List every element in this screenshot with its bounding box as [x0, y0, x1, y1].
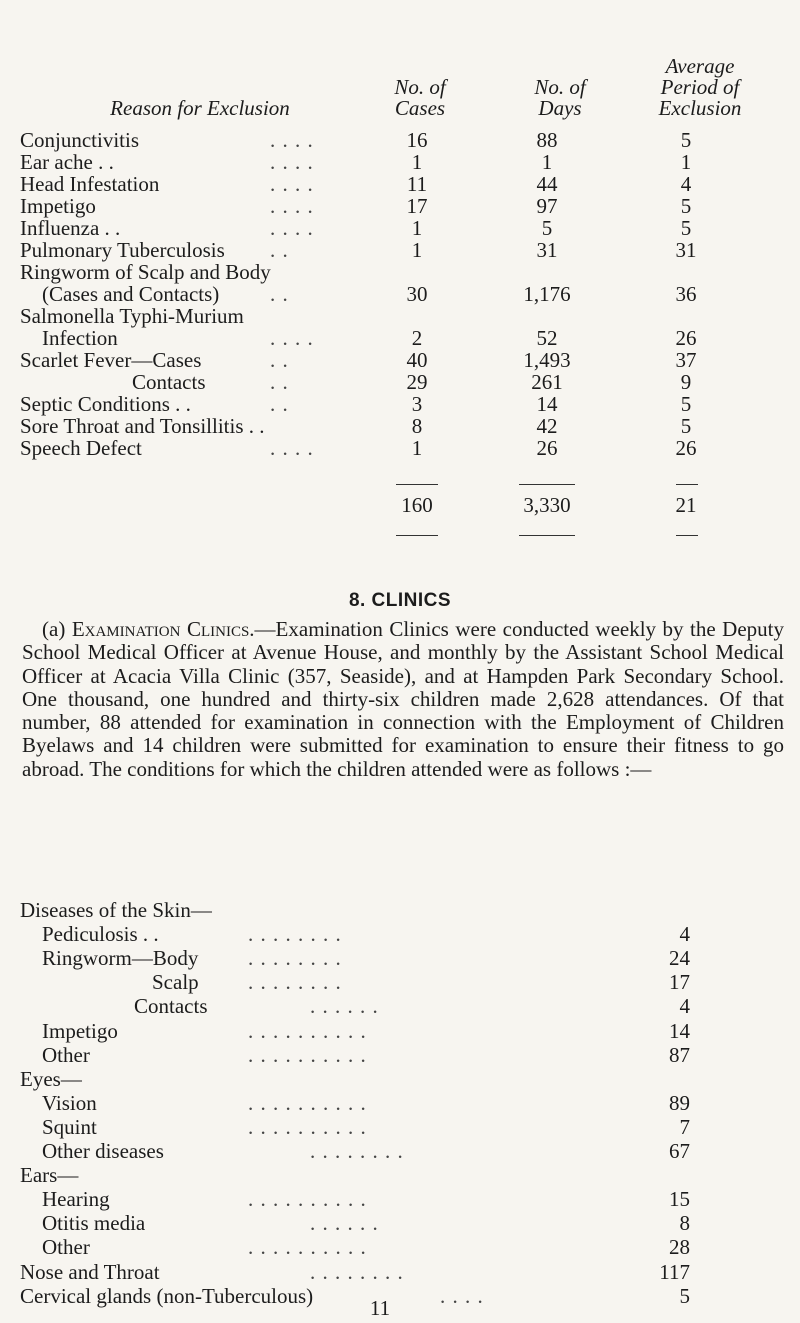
condition-row	[0, 1115, 800, 1139]
condition-label: Nose and Throat	[20, 1259, 160, 1284]
condition-label: Cervical glands (non-Tuberculous)	[20, 1283, 314, 1308]
condition-label: Otitis media	[42, 1211, 146, 1236]
col-header-cases-line1: No. of	[394, 75, 446, 99]
totals-row	[0, 494, 800, 516]
row-avg: 5	[680, 392, 692, 416]
condition-label: Ringworm—Body	[42, 946, 199, 971]
table-row	[0, 305, 800, 327]
condition-count: 5	[679, 1283, 690, 1308]
row-days: 42	[536, 414, 558, 438]
row-cases: 1	[411, 216, 423, 240]
table-row	[0, 173, 800, 195]
row-leader-dots: . .	[270, 392, 289, 416]
row-avg: 37	[675, 348, 697, 372]
condition-leader-dots: . . . . . . . . . .	[248, 1090, 367, 1115]
row-cases: 16	[406, 128, 428, 152]
condition-label: Other	[42, 1042, 90, 1067]
condition-row	[0, 1163, 800, 1187]
col-header-average-line2: Period of	[660, 75, 740, 99]
col-header-average	[630, 56, 770, 119]
condition-leader-dots: . . . . . . . .	[310, 1259, 404, 1284]
condition-count: 24	[669, 946, 690, 971]
row-label: Sore Throat and Tonsillitis . .	[20, 414, 265, 438]
row-leader-dots: . .	[270, 370, 289, 394]
section-heading: 8. CLINICS	[348, 590, 452, 611]
condition-leader-dots: . . . . . .	[310, 994, 379, 1019]
row-label: Head Infestation	[20, 172, 160, 196]
col-header-reason: Reason for Exclusion	[110, 96, 290, 120]
row-avg: 36	[675, 282, 697, 306]
row-cases: 3	[411, 392, 423, 416]
condition-count: 15	[669, 1187, 690, 1212]
table-row	[0, 129, 800, 151]
row-label: Salmonella Typhi-Murium	[20, 304, 244, 328]
condition-leader-dots: . . . . . . . . . .	[248, 1114, 367, 1139]
totals-top-rule-cases	[396, 484, 438, 485]
table-row	[0, 349, 800, 371]
table-row	[0, 327, 800, 349]
row-days: 44	[536, 172, 558, 196]
row-leader-dots: . .	[270, 238, 289, 262]
condition-row	[0, 1067, 800, 1091]
condition-leader-dots: . . . .	[440, 1283, 484, 1308]
col-header-days-line2: Days	[538, 96, 582, 120]
condition-count: 117	[659, 1259, 690, 1284]
row-avg: 5	[680, 216, 692, 240]
total-days: 3,330	[523, 493, 571, 517]
condition-leader-dots: . . . . . . . . . .	[248, 1018, 367, 1043]
condition-label: Squint	[42, 1114, 97, 1139]
condition-row	[0, 1019, 800, 1043]
row-label: Ear ache . .	[20, 150, 114, 174]
condition-leader-dots: . . . . . .	[310, 1211, 379, 1236]
condition-count: 14	[669, 1018, 690, 1043]
para-text: —Examination Clinics were conducted weekly by the Deputy School Medical Officer at Avenue House, and monthly by the Assistant School Medical Officer at Acacia Villa Clinic (357, Seaside), and at Hampden Park Secondary School. One thousand, one hundred and thirty-six children made 2,628 attendances. Of that number, 88 attended for examination in connection with the Employment of Children Byelaws and 14 children were submitted for examination to ensure their fitness to go abroad. The conditions for which the children attended were as follows :—	[22, 617, 784, 781]
row-cases: 8	[411, 414, 423, 438]
row-days: 97	[536, 194, 558, 218]
row-avg: 26	[675, 326, 697, 350]
col-header-days-line1: No. of	[534, 75, 586, 99]
row-days: 1,493	[523, 348, 571, 372]
condition-leader-dots: . . . . . . . .	[248, 922, 342, 947]
row-label: (Cases and Contacts)	[42, 282, 220, 306]
row-days: 26	[536, 436, 558, 460]
table-row	[0, 371, 800, 393]
condition-count: 87	[669, 1042, 690, 1067]
totals-top-rule-avg	[676, 484, 698, 485]
row-cases: 1	[411, 150, 423, 174]
row-cases: 17	[406, 194, 428, 218]
row-leader-dots: . .	[270, 348, 289, 372]
row-label: Conjunctivitis	[20, 128, 140, 152]
row-leader-dots: . . . .	[270, 436, 314, 460]
table-row	[0, 239, 800, 261]
row-label: Scarlet Fever—Cases	[20, 348, 202, 372]
row-days: 88	[536, 128, 558, 152]
condition-label: Other	[42, 1235, 90, 1260]
condition-label: Scalp	[152, 970, 199, 995]
condition-count: 67	[669, 1139, 690, 1163]
row-cases: 2	[411, 326, 423, 350]
para-title: Examination Clinics.	[71, 617, 255, 641]
total-avg: 21	[675, 493, 697, 517]
condition-leader-dots: . . . . . . . . . .	[248, 1042, 367, 1067]
condition-count: 4	[679, 922, 690, 947]
row-days: 1,176	[523, 282, 571, 306]
row-label: Impetigo	[20, 194, 96, 218]
table-row	[0, 415, 800, 437]
condition-row	[0, 922, 800, 946]
row-label: Septic Conditions . .	[20, 392, 191, 416]
condition-label: Ears—	[20, 1163, 79, 1188]
row-label: Influenza . .	[20, 216, 121, 240]
row-cases: 29	[406, 370, 428, 394]
condition-leader-dots: . . . . . . . . . .	[248, 1187, 367, 1212]
row-cases: 30	[406, 282, 428, 306]
para-label: (a)	[42, 617, 66, 641]
col-header-average-line3: Exclusion	[658, 96, 742, 120]
condition-label: Eyes—	[20, 1066, 82, 1091]
condition-row	[0, 1091, 800, 1115]
condition-label: Other diseases	[42, 1139, 164, 1163]
condition-row	[0, 898, 800, 922]
totals-bottom-rule-days	[519, 535, 575, 536]
condition-count: 4	[679, 994, 690, 1019]
condition-count: 7	[679, 1114, 690, 1139]
table-row	[0, 393, 800, 415]
condition-row	[0, 994, 800, 1018]
row-leader-dots: . . . .	[270, 326, 314, 350]
totals-bottom-rule-cases	[396, 535, 438, 536]
col-header-days	[510, 77, 610, 119]
row-label: Contacts	[132, 370, 206, 394]
condition-leader-dots: . . . . . . . . . .	[248, 1235, 367, 1260]
row-leader-dots: . . . .	[270, 128, 314, 152]
condition-row	[0, 1043, 800, 1067]
row-leader-dots: . . . .	[270, 150, 314, 174]
condition-label: Impetigo	[42, 1018, 118, 1043]
col-header-cases-line2: Cases	[394, 96, 446, 120]
col-header-average-line1: Average	[665, 54, 735, 78]
condition-leader-dots: . . . . . . . .	[310, 1139, 404, 1163]
row-avg: 5	[680, 194, 692, 218]
row-avg: 4	[680, 172, 692, 196]
row-leader-dots: . . . .	[270, 194, 314, 218]
table-row	[0, 283, 800, 305]
condition-leader-dots: . . . . . . . .	[248, 970, 342, 995]
condition-label: Hearing	[42, 1187, 110, 1212]
row-avg: 26	[675, 436, 697, 460]
row-days: 1	[541, 150, 553, 174]
condition-row	[0, 1139, 800, 1163]
examination-clinics-paragraph	[22, 618, 784, 781]
row-cases: 40	[406, 348, 428, 372]
row-leader-dots: . . . .	[270, 172, 314, 196]
row-avg: 5	[680, 414, 692, 438]
row-label: Pulmonary Tuberculosis	[20, 238, 225, 262]
condition-leader-dots: . . . . . . . .	[248, 946, 342, 971]
row-leader-dots: . . . .	[270, 216, 314, 240]
condition-label: Diseases of the Skin—	[20, 898, 212, 922]
condition-label: Vision	[42, 1090, 97, 1115]
row-leader-dots: . .	[270, 282, 289, 306]
condition-row	[0, 1187, 800, 1211]
condition-count: 89	[669, 1090, 690, 1115]
condition-row	[0, 946, 800, 970]
table-row	[0, 217, 800, 239]
table-row	[0, 261, 800, 283]
row-avg: 31	[675, 238, 697, 262]
col-header-cases	[375, 77, 465, 119]
row-avg: 9	[680, 370, 692, 394]
condition-row	[0, 970, 800, 994]
totals-bottom-rule-avg	[676, 535, 698, 536]
condition-label: Pediculosis . .	[42, 922, 159, 947]
row-avg: 5	[680, 128, 692, 152]
row-cases: 11	[406, 172, 428, 196]
page-number: 11	[369, 1296, 391, 1320]
row-cases: 1	[411, 238, 423, 262]
row-days: 5	[541, 216, 553, 240]
row-avg: 1	[680, 150, 692, 174]
row-days: 52	[536, 326, 558, 350]
row-label: Infection	[42, 326, 118, 350]
condition-row	[0, 1260, 800, 1284]
table-row	[0, 151, 800, 173]
row-days: 261	[531, 370, 563, 394]
condition-label: Contacts	[134, 994, 208, 1019]
condition-row	[0, 1235, 800, 1259]
condition-count: 8	[679, 1211, 690, 1236]
row-label: Ringworm of Scalp and Body	[20, 260, 271, 284]
condition-row	[0, 1211, 800, 1235]
total-cases: 160	[401, 493, 433, 517]
table-row	[0, 437, 800, 459]
condition-count: 17	[669, 970, 690, 995]
totals-top-rule-days	[519, 484, 575, 485]
table-row	[0, 195, 800, 217]
row-days: 14	[536, 392, 558, 416]
row-days: 31	[536, 238, 558, 262]
row-label: Speech Defect	[20, 436, 142, 460]
condition-count: 28	[669, 1235, 690, 1260]
row-cases: 1	[411, 436, 423, 460]
